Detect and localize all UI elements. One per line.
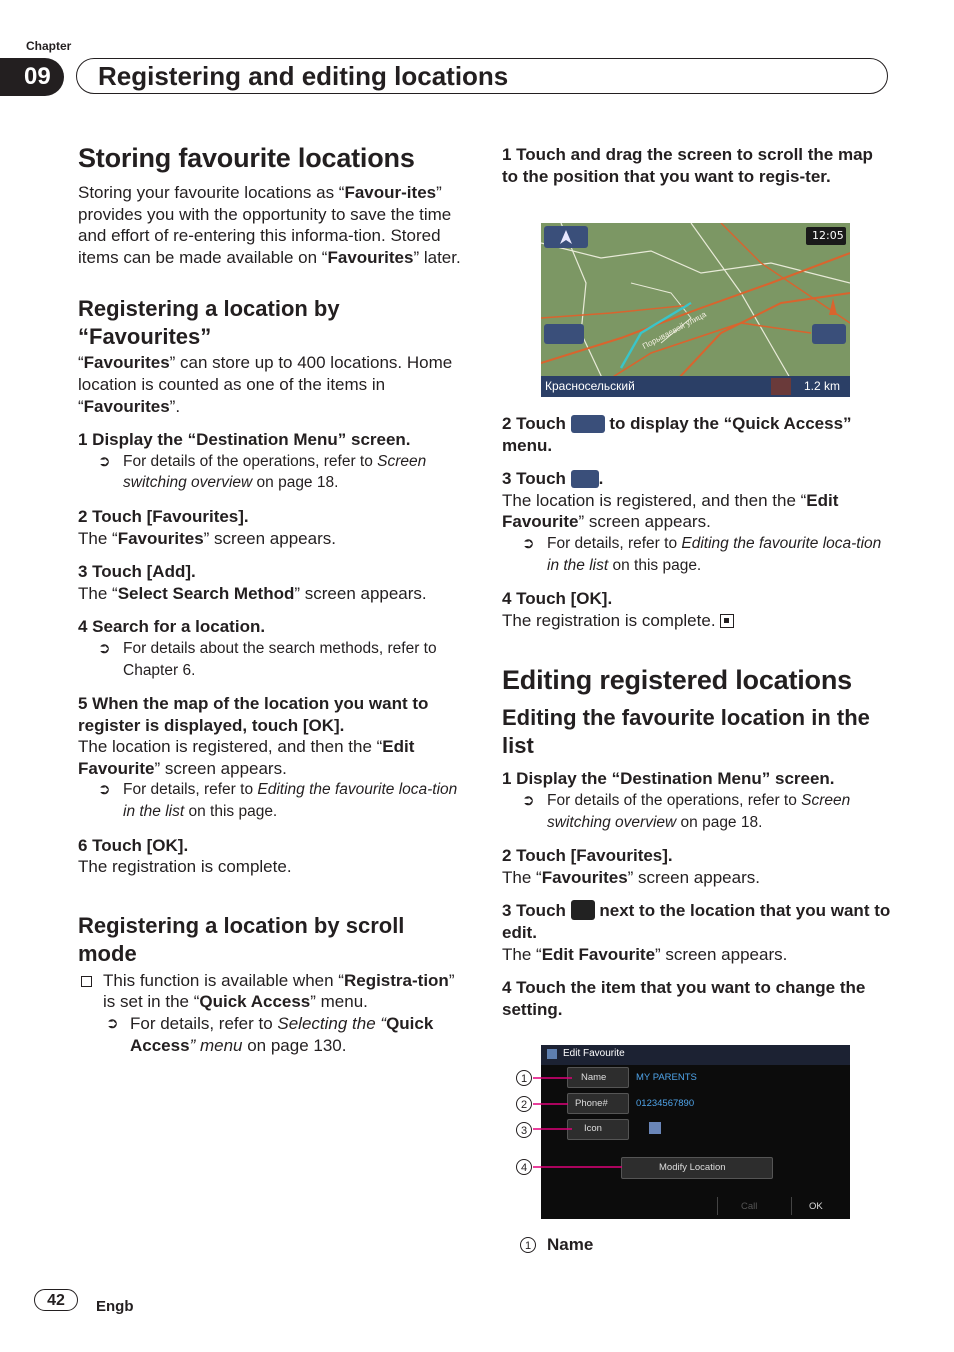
edit-pencil-icon (571, 900, 595, 920)
step-3-heading: 3 Touch [Add]. (78, 562, 196, 582)
intro-paragraph: Storing your favourite locations as “Favour-ites” provides you with the opportunity to save the time and effort of re-entering this informa-tion. Stored items can be made available on “Favourites” later. (78, 183, 461, 267)
step-1-note: ➲ For details of the operations, refer to Screen switching overview on page 18. (98, 452, 427, 492)
right-column-top (502, 144, 892, 187)
scroll-step-3-note: ➲ For details, refer to Editing the favourite loca-tion in the list on this page. (522, 534, 882, 574)
step-1-heading: 1 Display the “Destination Menu” screen. (78, 430, 411, 450)
scroll-step-4-text: The registration is complete. (502, 610, 892, 632)
arrow-icon: ➲ (98, 452, 111, 470)
scroll-step-2-heading: 2 Touch to display the “Quick Access” menu. (502, 414, 852, 455)
divider (717, 1197, 718, 1215)
heading-editing-registered: Editing registered locations (502, 665, 852, 696)
scroll-step-4-heading: 4 Touch [OK]. (502, 589, 613, 609)
step-3-text: The “Select Search Method” screen appears. (78, 583, 427, 603)
left-column (78, 142, 468, 1056)
phone-label: Phone# (575, 1098, 608, 1109)
map-street-name: Красносельский (545, 379, 635, 393)
legend-callout-1: 1 (520, 1237, 536, 1253)
scroll-note: ➲ For details, refer to Selecting the “Quick Access” menu on page 130. (106, 1014, 434, 1055)
legend-name-label: Name (547, 1235, 594, 1254)
favourites-paragraph: “Favourites” can store up to 400 locations. Home location is counted as one of the items in “Favourites”. (78, 353, 453, 416)
chapter-title: Registering and editing locations (98, 61, 509, 91)
heading-editing-favourite-list: Editing the favourite location in the list (502, 705, 870, 759)
chapter-number: 09 (0, 58, 64, 96)
step-5-text: The location is registered, and then the “Edit Favourite” screen appears. (78, 737, 415, 778)
arrow-icon: ➲ (522, 791, 535, 809)
edit-step-1-heading: 1 Display the “Destination Menu” screen. (502, 769, 835, 789)
step-6-heading: 6 Touch [OK]. (78, 835, 189, 855)
scroll-condition: This function is available when “Registra-tion” is set in the “Quick Access” menu. (78, 970, 468, 1013)
right-column-steps (502, 413, 892, 1020)
map-road-label: Порываевой улица (641, 309, 708, 351)
heading-storing-favourites: Storing favourite locations (78, 143, 415, 173)
modify-location-label: Modify Location (659, 1162, 726, 1173)
name-value: MY PARENTS (636, 1072, 697, 1083)
step-4-heading: 4 Search for a location. (78, 617, 266, 637)
back-icon (547, 1049, 557, 1059)
phone-value: 01234567890 (636, 1098, 695, 1109)
quick-access-icon (571, 415, 605, 433)
icon-label: Icon (584, 1123, 602, 1134)
chapter-label: Chapter (26, 39, 72, 53)
edit-step-1-note: ➲ For details of the operations, refer to Screen switching overview on page 18. (522, 791, 851, 831)
language-code: Engb (96, 1298, 134, 1315)
edit-step-3-heading: 3 Touch next to the location that you want to edit. (502, 901, 891, 942)
step-4-note: ➲ For details about the search methods, refer to Chapter 6. (98, 639, 437, 679)
step-2-heading: 2 Touch [Favourites]. (78, 506, 249, 526)
callout-2: 2 (516, 1096, 532, 1112)
step-5-heading: 5 When the map of the location you want to register is displayed, touch [OK]. (78, 694, 429, 735)
map-graphic (541, 223, 850, 397)
step-2-text: The “Favourites” screen appears. (78, 528, 336, 548)
name-label: Name (581, 1072, 607, 1083)
callout-lines (530, 1070, 650, 1180)
scroll-step-3-text: The location is registered, and then the “Edit Favourite” screen appears. (502, 490, 839, 532)
arrow-icon: ➲ (98, 781, 111, 799)
call-button[interactable]: Call (741, 1201, 758, 1212)
edit-step-4-heading: 4 Touch the item that you want to change the setting. (502, 978, 866, 1019)
heading-register-by-scroll: Registering a location by scroll mode (78, 912, 405, 966)
registration-icon (571, 470, 599, 488)
checkbox-icon (81, 976, 92, 987)
edit-step-2-text: The “Favourites” screen appears. (502, 867, 760, 887)
edit-step-2-heading: 2 Touch [Favourites]. (502, 846, 673, 866)
edit-step-3-text: The “Edit Favourite” screen appears. (502, 944, 788, 964)
heading-register-by-favourites: Registering a location by “Favourites” (78, 296, 340, 350)
callout-4: 4 (516, 1159, 532, 1175)
callout-1: 1 (516, 1070, 532, 1086)
arrow-icon: ➲ (522, 534, 535, 552)
arrow-icon: ➲ (106, 1015, 119, 1033)
favourite-icon (649, 1122, 661, 1134)
screen-title: Edit Favourite (563, 1048, 625, 1059)
callout-3: 3 (516, 1122, 532, 1138)
divider (791, 1197, 792, 1215)
map-clock: 12:05 (812, 229, 844, 242)
map-screenshot (541, 223, 850, 397)
step-6-text: The registration is complete. (78, 857, 292, 877)
scroll-step-1-heading: 1 Touch and drag the screen to scroll the map to the position that you want to regis-ter. (502, 145, 873, 186)
end-mark-icon (720, 614, 734, 628)
arrow-icon: ➲ (98, 639, 111, 657)
ok-button[interactable]: OK (809, 1201, 823, 1212)
step-5-note: ➲ For details, refer to Editing the favourite loca-tion in the list on this page. (98, 781, 458, 821)
map-distance: 1.2 km (804, 379, 841, 393)
page-number: 42 (34, 1289, 78, 1311)
scroll-step-3-heading: 3 Touch . (502, 469, 604, 489)
